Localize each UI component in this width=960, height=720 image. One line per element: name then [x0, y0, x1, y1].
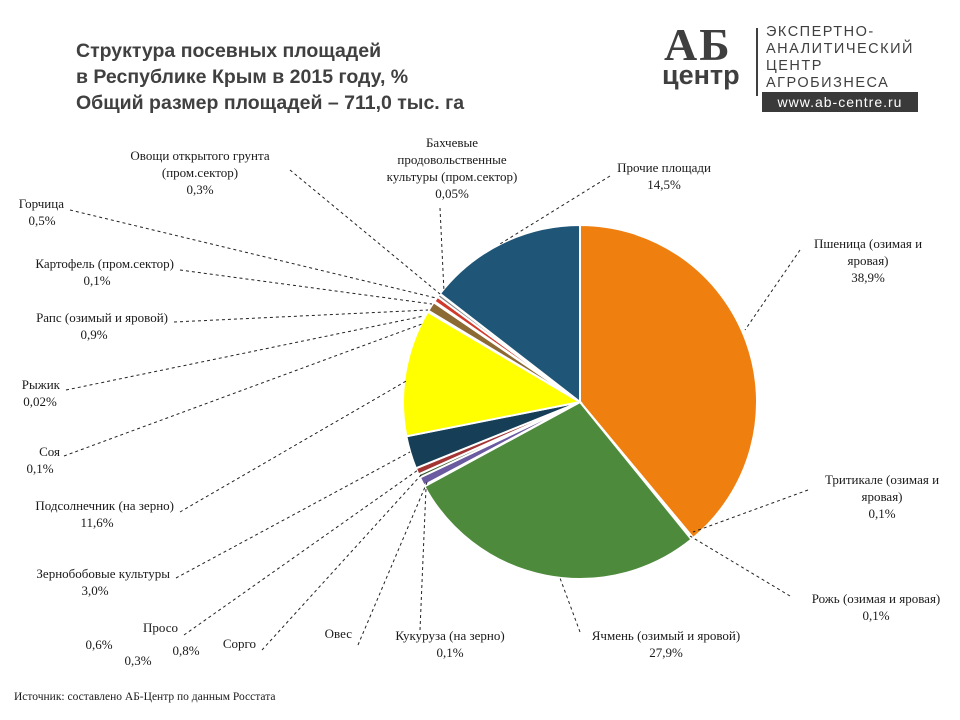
logo-url[interactable]: www.ab-centre.ru [762, 92, 918, 112]
slice-name-label: (пром.сектор) [161, 165, 239, 180]
slice-value-label: 0,5% [28, 213, 56, 228]
slice-value-label: 0,1% [26, 461, 54, 476]
slice-label [36, 310, 168, 342]
slice-value-label: 38,9% [851, 270, 885, 285]
slice-value-label: 0,6% [85, 637, 113, 652]
slice-name-label: Рапс (озимый и яровой) [36, 310, 168, 325]
source-note: Источник: составлено АБ-Центр по данным Росстата [14, 691, 276, 703]
logo-caption-line-1: ЭКСПЕРТНО- [766, 24, 875, 40]
slice-label [36, 566, 170, 598]
slice-name-label: Рыжик [21, 377, 60, 392]
leader-line [184, 470, 418, 635]
slice-value-label: 0,3% [186, 182, 214, 197]
slice-value-label: 0,1% [436, 645, 464, 660]
leader-line [64, 324, 422, 456]
slice-value-label: 0,8% [172, 643, 200, 658]
slice-label [395, 628, 504, 660]
slice-label [85, 620, 178, 652]
slice-name-label: яровая) [847, 253, 889, 268]
slice-name-label: продовольственные [397, 152, 507, 167]
slice-value-label: 0,02% [23, 394, 57, 409]
leader-line [440, 208, 444, 292]
slice-name-label: Просо [143, 620, 178, 635]
leader-line [176, 452, 410, 578]
slice-label [617, 160, 711, 192]
leader-line [560, 578, 580, 632]
slice-value-label: 0,1% [862, 608, 890, 623]
pie-slices [403, 225, 757, 579]
slice-value-label: 3,0% [81, 583, 109, 598]
slice-label [35, 498, 174, 530]
slice-name-label: Овощи открытого грунта [130, 148, 270, 163]
slice-label [22, 377, 61, 409]
slice-name-label: Прочие площади [617, 160, 711, 175]
leader-line [290, 170, 440, 294]
slice-name-label: Ячмень (озимый и яровой) [591, 628, 741, 643]
slice-label [19, 196, 65, 228]
slice-label [35, 256, 174, 288]
leader-line [358, 480, 428, 645]
slice-label [814, 236, 922, 285]
slice-name-label: Рожь (озимая и яровая) [811, 591, 941, 606]
slice-name-label: культуры (пром.сектор) [386, 169, 518, 184]
title-line-2: в Республике Крым в 2015 году, % [76, 66, 409, 88]
slice-label [26, 444, 60, 476]
slice-label [812, 591, 941, 623]
slice-name-label: Сорго [222, 636, 256, 651]
slice-name-label: Овес [324, 626, 352, 641]
slice-name-label: Пшеница (озимая и [813, 236, 923, 251]
leader-line [745, 250, 800, 330]
title-line-1: Структура посевных площадей [76, 40, 382, 62]
slice-name-label: Подсолнечник (на зерно) [35, 498, 174, 513]
logo-centr-text: центр [662, 60, 740, 90]
slice-value-label: 0,1% [868, 506, 896, 521]
leader-line [180, 270, 432, 304]
slice-name-label: Картофель (пром.сектор) [35, 256, 174, 271]
leader-line [180, 380, 408, 512]
slice-value-label: 0,05% [435, 186, 469, 201]
slice-value-label: 11,6% [80, 515, 114, 530]
slice-value-label: 14,5% [647, 177, 681, 192]
slice-name-label: Зернобобовые культуры [36, 566, 170, 581]
slice-label [825, 472, 939, 521]
leader-line [262, 474, 422, 650]
logo-caption-line-3: ЦЕНТР [766, 58, 823, 74]
slice-name-label: яровая) [861, 489, 903, 504]
leader-line [174, 310, 428, 322]
slice-name-label: Тритикале (озимая и [824, 472, 940, 487]
slice-name-label: Бахчевые [425, 135, 479, 150]
logo-caption-line-2: АНАЛИТИЧЕСКИЙ [766, 41, 914, 57]
slice-value-label: 0,9% [80, 327, 108, 342]
slice-label [130, 148, 269, 197]
slice-name-label: Соя [39, 444, 60, 459]
leader-line [690, 536, 790, 596]
leader-line [66, 316, 424, 390]
slice-label [387, 135, 518, 201]
slice-label [172, 626, 352, 658]
slice-value-label: 0,1% [83, 273, 111, 288]
slice-value-label: 27,9% [649, 645, 683, 660]
leader-line [70, 210, 436, 298]
slice-label [592, 628, 740, 660]
leader-line [420, 488, 426, 630]
slice-name-label: Горчица [18, 196, 64, 211]
logo-ab-text: АБ [664, 19, 732, 70]
slice-value-label: 0,3% [124, 653, 152, 668]
slice-name-label: Кукуруза (на зерно) [395, 628, 505, 643]
logo-caption-line-4: АГРОБИЗНЕСА [766, 75, 890, 91]
title-line-3: Общий размер площадей – 711,0 тыс. га [76, 92, 465, 114]
